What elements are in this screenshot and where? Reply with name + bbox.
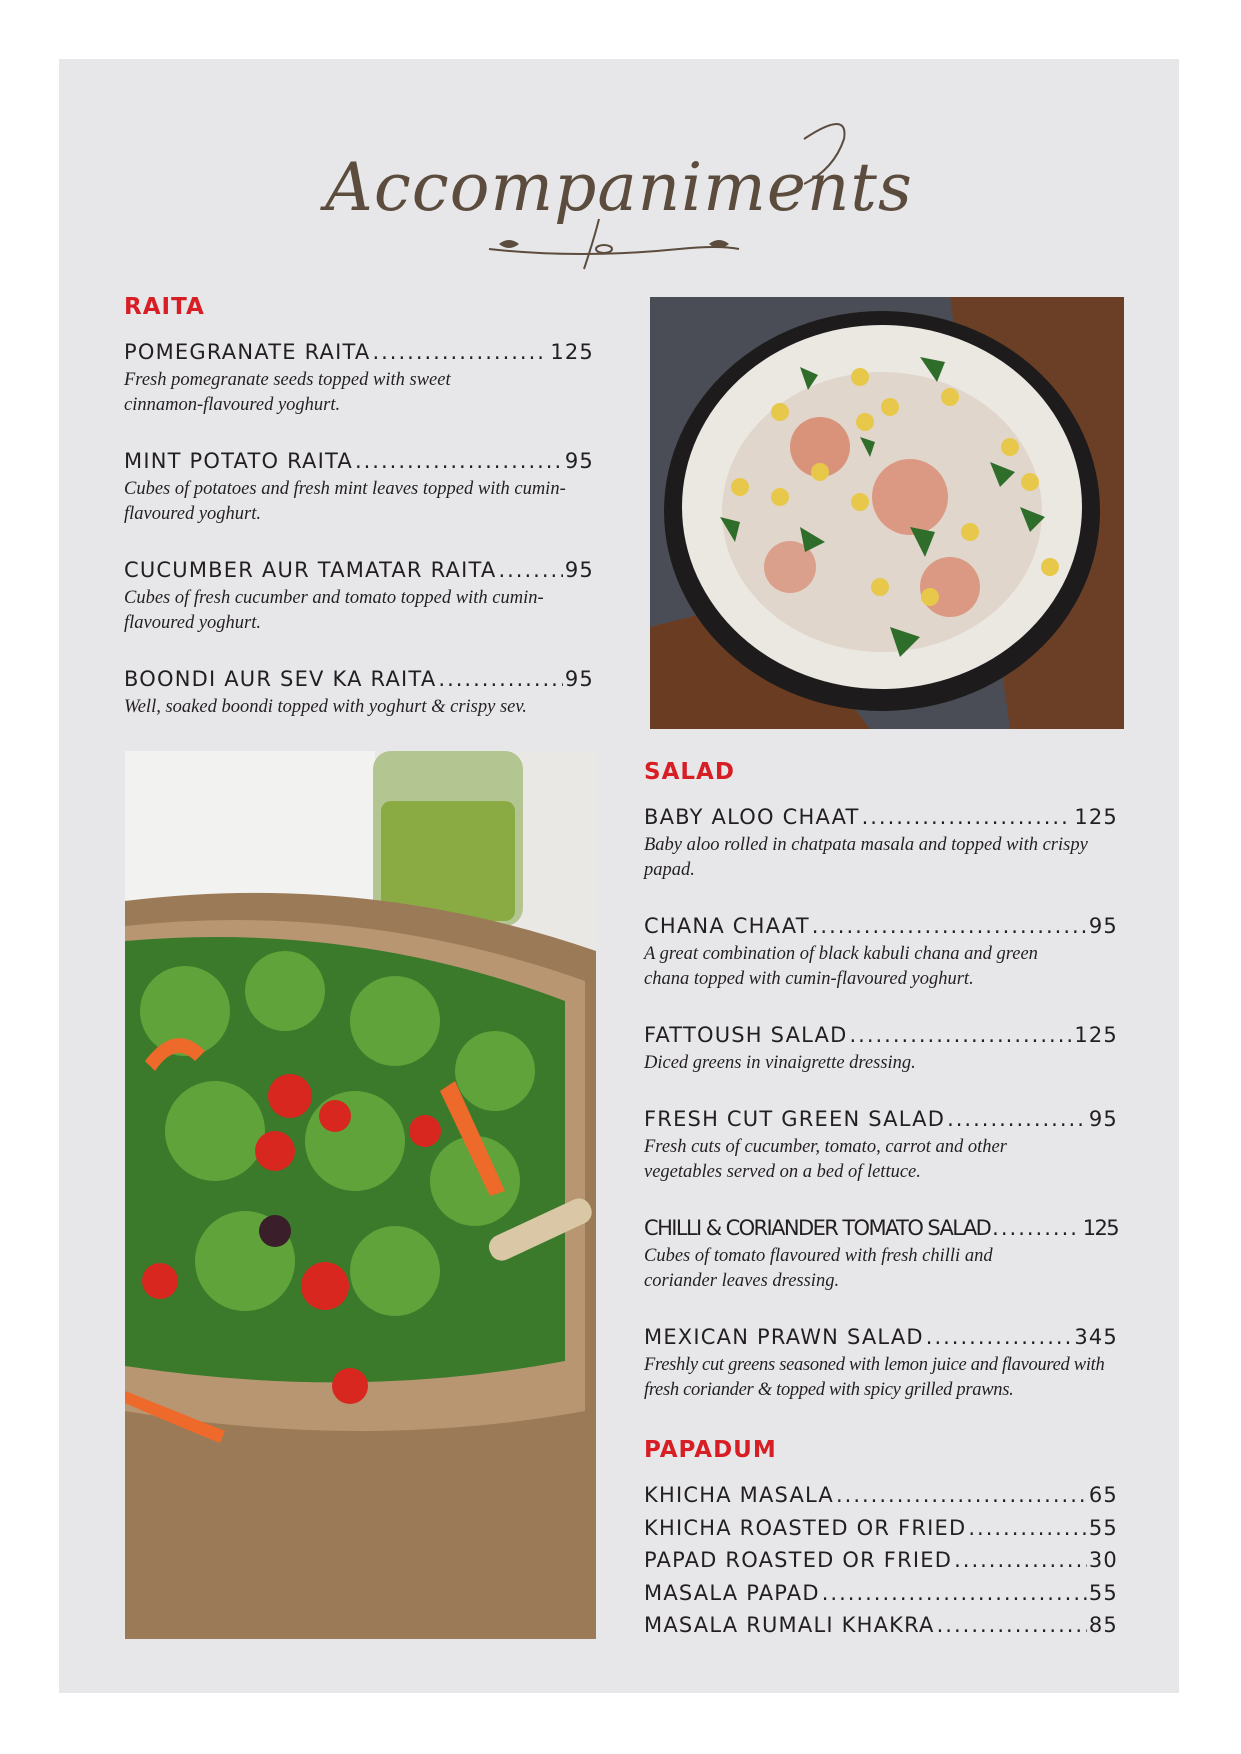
item-price: 55: [1088, 1580, 1118, 1605]
salad-photo: [125, 751, 596, 1639]
item-price: 55: [1088, 1515, 1118, 1540]
menu-item: [644, 1104, 1118, 1185]
menu-item: [644, 1020, 1118, 1076]
item-price: 345: [1074, 1325, 1118, 1349]
item-description: A great combination of black kabuli chana and green chana topped with cumin-flavoured yoghurt.: [644, 944, 1038, 989]
item-price: 95: [564, 449, 594, 473]
menu-item: [644, 1610, 1118, 1640]
item-description: Well, soaked boondi topped with yoghurt & crispy sev.: [124, 697, 527, 717]
item-description: Freshly cut greens seasoned with lemon juice and flavoured with fresh coriander & topped with spicy grilled prawns.: [644, 1355, 1105, 1400]
menu-item: [644, 1322, 1118, 1403]
item-price: 65: [1088, 1483, 1118, 1507]
item-name: CHANA CHAAT: [644, 914, 810, 938]
item-description: Cubes of tomato flavoured with fresh chilli and coriander leaves dressing.: [644, 1246, 993, 1291]
item-description: Fresh pomegranate seeds topped with sweet cinnamon-flavoured yoghurt.: [124, 370, 451, 415]
menu-item: [124, 337, 594, 418]
salad-section: [644, 756, 1118, 1431]
item-name: FATTOUSH SALAD: [644, 1023, 848, 1047]
menu-item: [124, 446, 594, 527]
menu-item: [644, 911, 1118, 992]
item-name: CHILLI & CORIANDER TOMATO SALAD: [644, 1216, 991, 1240]
title-block: [59, 99, 1179, 299]
menu-item: [644, 802, 1118, 883]
item-price: 125: [1074, 805, 1118, 829]
item-price: 95: [564, 667, 594, 691]
menu-item: [644, 1513, 1118, 1543]
item-description: Cubes of fresh cucumber and tomato topped with cumin-flavoured yoghurt.: [124, 588, 544, 633]
item-name: POMEGRANATE RAITA: [124, 340, 371, 364]
menu-item: [644, 1578, 1118, 1608]
item-price: 125: [1082, 1216, 1118, 1240]
menu-item: [644, 1480, 1118, 1510]
item-name: BOONDI AUR SEV KA RAITA: [124, 667, 437, 691]
item-price: 95: [1088, 914, 1118, 938]
item-price: 95: [1088, 1107, 1118, 1131]
salad-heading: SALAD: [644, 759, 735, 785]
menu-item: [644, 1213, 1118, 1294]
menu-item: [124, 555, 594, 636]
item-name: MINT POTATO RAITA: [124, 449, 353, 473]
item-name: KHICHA ROASTED OR FRIED: [644, 1515, 967, 1540]
item-name: BABY ALOO CHAAT: [644, 805, 860, 829]
raita-section: [124, 291, 594, 748]
raita-photo: [650, 297, 1124, 729]
item-price: 95: [564, 558, 594, 582]
item-name: KHICHA MASALA: [644, 1483, 834, 1507]
raita-heading: RAITA: [124, 294, 205, 320]
item-price: 125: [1074, 1023, 1118, 1047]
item-price: 85: [1088, 1613, 1118, 1637]
item-description: Fresh cuts of cucumber, tomato, carrot and other vegetables served on a bed of lettuce.: [644, 1137, 1007, 1182]
menu-page: [59, 59, 1179, 1693]
page-title: Accompaniments: [325, 149, 913, 226]
menu-item: [644, 1545, 1118, 1575]
item-name: MASALA RUMALI KHAKRA: [644, 1613, 935, 1637]
papadum-heading: PAPADUM: [644, 1437, 777, 1463]
item-price: 125: [550, 340, 594, 364]
item-description: Cubes of potatoes and fresh mint leaves topped with cumin-flavoured yoghurt.: [124, 479, 566, 524]
item-name: PAPAD ROASTED OR FRIED: [644, 1548, 953, 1572]
item-description: Baby aloo rolled in chatpata masala and topped with crispy papad.: [644, 835, 1088, 880]
item-name: MEXICAN PRAWN SALAD: [644, 1325, 924, 1349]
item-description: Diced greens in vinaigrette dressing.: [644, 1053, 916, 1073]
papadum-section: [644, 1434, 1118, 1643]
item-price: 30: [1088, 1548, 1118, 1572]
menu-item: [124, 664, 594, 720]
item-name: MASALA PAPAD: [644, 1580, 820, 1605]
item-name: CUCUMBER AUR TAMATAR RAITA: [124, 558, 497, 582]
item-name: FRESH CUT GREEN SALAD: [644, 1107, 946, 1131]
